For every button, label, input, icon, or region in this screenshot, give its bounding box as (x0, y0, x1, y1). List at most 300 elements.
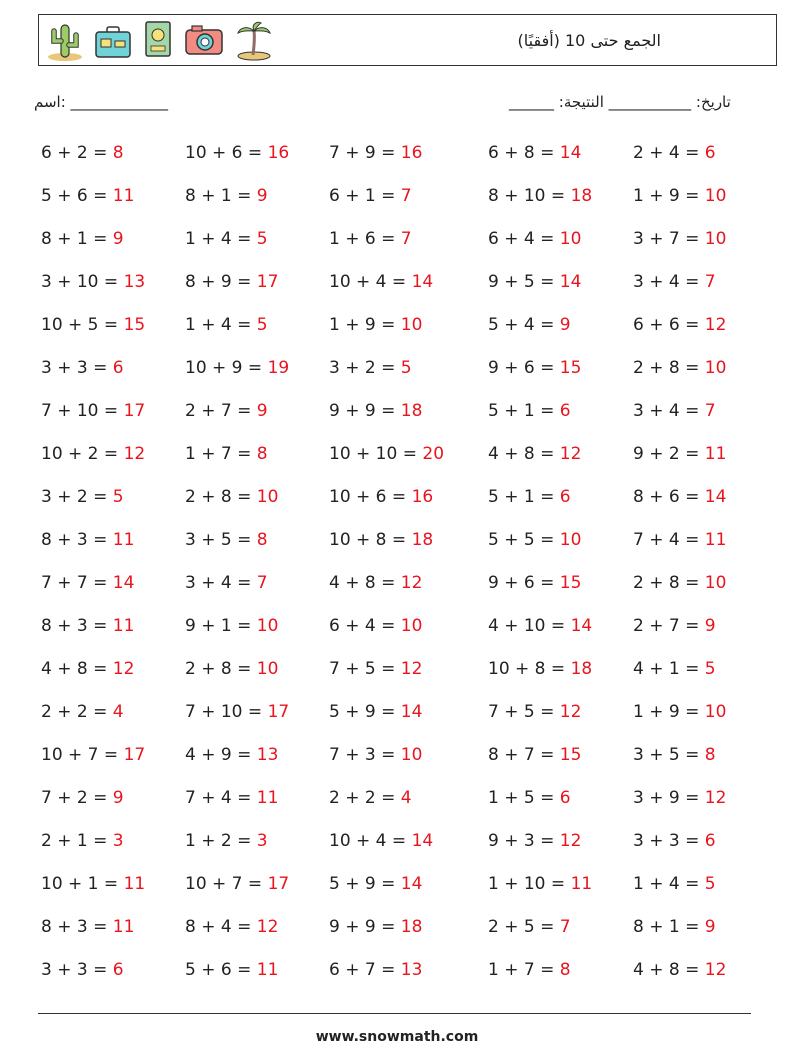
problem-cell (633, 487, 726, 507)
problem-answer: 14 (400, 874, 423, 894)
problem-expression: 10 + 6 = (329, 487, 412, 507)
problem-answer: 6 (112, 960, 124, 980)
problem-cell (185, 358, 289, 378)
problem-answer: 15 (559, 573, 582, 593)
problem-expression: 7 + 9 = (329, 143, 401, 163)
problem-cell (41, 444, 145, 464)
problem-answer: 12 (400, 659, 423, 679)
problem-answer: 6 (704, 143, 716, 163)
problem-cell (41, 530, 134, 550)
problem-expression: 1 + 9 = (329, 315, 401, 335)
problem-cell (329, 745, 422, 765)
problem-answer: 5 (256, 315, 268, 335)
problem-expression: 9 + 6 = (488, 358, 560, 378)
problem-answer: 4 (112, 702, 124, 722)
problem-row (0, 143, 794, 173)
problem-cell (488, 229, 581, 249)
problem-cell (633, 616, 716, 636)
problem-answer: 14 (400, 702, 423, 722)
problem-cell (185, 702, 289, 722)
problem-expression: 10 + 2 = (41, 444, 124, 464)
problem-expression: 2 + 4 = (633, 143, 705, 163)
problem-row (0, 702, 794, 732)
problem-expression: 7 + 5 = (488, 702, 560, 722)
footer-divider (38, 1013, 751, 1014)
problem-row (0, 573, 794, 603)
problem-row (0, 960, 794, 990)
problem-expression: 9 + 5 = (488, 272, 560, 292)
problem-answer: 15 (559, 358, 582, 378)
problem-cell (488, 702, 581, 722)
problem-cell (41, 788, 124, 808)
camera-icon (183, 19, 225, 61)
problem-cell (185, 788, 278, 808)
problem-cell (185, 530, 268, 550)
problem-answer: 12 (112, 659, 135, 679)
problem-cell (488, 874, 592, 894)
problem-answer: 10 (559, 530, 582, 550)
problem-answer: 9 (112, 788, 124, 808)
problem-cell (329, 530, 433, 550)
page-title: الجمع حتى 10 (أفقيًا) (517, 31, 661, 50)
problem-answer: 12 (704, 315, 727, 335)
problem-answer: 12 (704, 788, 727, 808)
problem-row (0, 874, 794, 904)
problem-expression: 7 + 4 = (633, 530, 705, 550)
problem-cell (488, 401, 571, 421)
problem-expression: 8 + 3 = (41, 917, 113, 937)
problem-answer: 7 (256, 573, 268, 593)
problem-expression: 3 + 4 = (185, 573, 257, 593)
problem-answer: 11 (256, 960, 279, 980)
problem-cell (41, 186, 134, 206)
problem-cell (488, 917, 571, 937)
problem-cell (41, 659, 134, 679)
problem-answer: 14 (559, 272, 582, 292)
problem-expression: 10 + 6 = (185, 143, 268, 163)
problem-cell (41, 487, 124, 507)
problem-answer: 9 (704, 917, 716, 937)
problem-cell (185, 444, 268, 464)
problem-cell (329, 143, 422, 163)
problem-answer: 11 (112, 530, 135, 550)
problem-cell (633, 358, 726, 378)
problem-cell (488, 272, 581, 292)
problem-answer: 10 (400, 745, 423, 765)
palm-tree-icon (233, 19, 275, 61)
problem-expression: 10 + 5 = (41, 315, 124, 335)
problem-cell (185, 659, 278, 679)
problem-expression: 5 + 1 = (488, 487, 560, 507)
problem-expression: 3 + 5 = (633, 745, 705, 765)
problem-expression: 6 + 2 = (41, 143, 113, 163)
problem-expression: 5 + 6 = (185, 960, 257, 980)
problem-answer: 20 (422, 444, 445, 464)
problem-answer: 15 (559, 745, 582, 765)
problem-cell (488, 573, 581, 593)
problem-expression: 5 + 5 = (488, 530, 560, 550)
problem-answer: 10 (704, 229, 727, 249)
problem-answer: 10 (559, 229, 582, 249)
problem-expression: 10 + 8 = (329, 530, 412, 550)
problem-expression: 10 + 9 = (185, 358, 268, 378)
problem-answer: 6 (559, 487, 571, 507)
problem-expression: 6 + 8 = (488, 143, 560, 163)
problem-cell (185, 229, 268, 249)
problem-expression: 8 + 3 = (41, 616, 113, 636)
problem-expression: 9 + 6 = (488, 573, 560, 593)
problem-cell (41, 745, 145, 765)
problem-row (0, 272, 794, 302)
problem-expression: 9 + 9 = (329, 401, 401, 421)
problem-answer: 11 (570, 874, 593, 894)
problem-answer: 8 (256, 530, 268, 550)
problem-cell (41, 874, 145, 894)
problem-cell (633, 745, 716, 765)
problem-answer: 10 (256, 616, 279, 636)
problem-expression: 4 + 8 = (329, 573, 401, 593)
problem-answer: 17 (256, 272, 279, 292)
problem-expression: 1 + 4 = (185, 229, 257, 249)
problem-answer: 8 (256, 444, 268, 464)
problem-answer: 9 (559, 315, 571, 335)
passport-icon (141, 19, 175, 61)
problem-answer: 18 (570, 659, 593, 679)
problem-expression: 4 + 8 = (488, 444, 560, 464)
problem-cell (185, 573, 268, 593)
problem-cell (41, 315, 145, 335)
problem-expression: 3 + 10 = (41, 272, 124, 292)
problem-answer: 6 (704, 831, 716, 851)
problem-expression: 3 + 3 = (633, 831, 705, 851)
problem-answer: 12 (256, 917, 279, 937)
problem-answer: 14 (704, 487, 727, 507)
problem-expression: 8 + 1 = (633, 917, 705, 937)
problem-cell (633, 960, 726, 980)
problem-expression: 8 + 1 = (185, 186, 257, 206)
problem-expression: 9 + 2 = (633, 444, 705, 464)
problem-cell (488, 788, 571, 808)
problem-cell (185, 831, 268, 851)
problem-cell (41, 401, 145, 421)
problem-expression: 4 + 9 = (185, 745, 257, 765)
problem-answer: 9 (112, 229, 124, 249)
problem-row (0, 745, 794, 775)
problem-row (0, 659, 794, 689)
problem-cell (488, 530, 581, 550)
problem-expression: 3 + 5 = (185, 530, 257, 550)
problem-answer: 3 (256, 831, 268, 851)
problem-expression: 4 + 8 = (633, 960, 705, 980)
problem-expression: 1 + 9 = (633, 186, 705, 206)
problem-answer: 13 (400, 960, 423, 980)
problem-answer: 7 (704, 401, 716, 421)
problem-cell (329, 573, 422, 593)
problem-answer: 5 (256, 229, 268, 249)
problem-cell (185, 272, 278, 292)
problem-cell (633, 917, 716, 937)
problem-cell (633, 401, 716, 421)
problem-expression: 6 + 1 = (329, 186, 401, 206)
problem-expression: 10 + 8 = (488, 659, 571, 679)
problem-expression: 3 + 3 = (41, 960, 113, 980)
problem-expression: 10 + 1 = (41, 874, 124, 894)
problem-expression: 6 + 7 = (329, 960, 401, 980)
header-icons (45, 19, 275, 61)
problem-cell (41, 917, 134, 937)
problem-answer: 11 (123, 874, 146, 894)
problem-row (0, 487, 794, 517)
problem-cell (633, 272, 716, 292)
problem-answer: 11 (256, 788, 279, 808)
problem-expression: 1 + 10 = (488, 874, 571, 894)
problem-cell (41, 616, 134, 636)
problem-answer: 8 (704, 745, 716, 765)
problem-expression: 5 + 1 = (488, 401, 560, 421)
date-score-field-label: ______ :تاريخ: ___________ النتيجة (509, 93, 731, 111)
problem-expression: 9 + 3 = (488, 831, 560, 851)
problem-answer: 9 (704, 616, 716, 636)
problem-answer: 13 (123, 272, 146, 292)
problem-answer: 9 (256, 186, 268, 206)
problem-expression: 5 + 9 = (329, 702, 401, 722)
problem-expression: 2 + 5 = (488, 917, 560, 937)
problem-expression: 3 + 3 = (41, 358, 113, 378)
problem-cell (41, 573, 134, 593)
problem-cell (633, 874, 716, 894)
problem-answer: 15 (123, 315, 146, 335)
problem-cell (633, 702, 726, 722)
problem-answer: 5 (400, 358, 412, 378)
problem-cell (185, 143, 289, 163)
problem-expression: 6 + 6 = (633, 315, 705, 335)
problem-cell (488, 487, 571, 507)
problem-answer: 10 (704, 702, 727, 722)
problem-expression: 6 + 4 = (488, 229, 560, 249)
problem-cell (633, 229, 726, 249)
problem-cell (41, 702, 124, 722)
problem-cell (329, 831, 433, 851)
problem-answer: 14 (559, 143, 582, 163)
problem-expression: 10 + 7 = (41, 745, 124, 765)
problem-expression: 4 + 10 = (488, 616, 571, 636)
problem-answer: 18 (570, 186, 593, 206)
problem-cell (488, 960, 571, 980)
problem-answer: 12 (559, 444, 582, 464)
problem-expression: 1 + 9 = (633, 702, 705, 722)
problem-expression: 10 + 10 = (329, 444, 423, 464)
problem-expression: 1 + 4 = (185, 315, 257, 335)
problem-cell (185, 616, 278, 636)
problem-answer: 7 (559, 917, 571, 937)
problem-expression: 2 + 8 = (185, 659, 257, 679)
problem-answer: 11 (704, 444, 727, 464)
problem-expression: 7 + 2 = (41, 788, 113, 808)
cactus-icon (45, 19, 85, 61)
problem-expression: 7 + 5 = (329, 659, 401, 679)
problem-expression: 8 + 10 = (488, 186, 571, 206)
problem-expression: 7 + 10 = (41, 401, 124, 421)
problem-answer: 8 (559, 960, 571, 980)
problem-cell (185, 917, 278, 937)
problem-expression: 2 + 7 = (185, 401, 257, 421)
problem-answer: 10 (704, 186, 727, 206)
problem-expression: 5 + 6 = (41, 186, 113, 206)
problem-cell (633, 530, 726, 550)
problem-cell (41, 358, 124, 378)
problem-answer: 17 (123, 745, 146, 765)
problem-cell (488, 186, 592, 206)
problem-expression: 5 + 9 = (329, 874, 401, 894)
problem-cell (185, 315, 268, 335)
problem-expression: 2 + 2 = (329, 788, 401, 808)
problem-answer: 6 (112, 358, 124, 378)
problem-expression: 1 + 2 = (185, 831, 257, 851)
problem-row (0, 186, 794, 216)
problem-answer: 10 (704, 573, 727, 593)
problem-cell (633, 659, 716, 679)
problem-expression: 3 + 2 = (41, 487, 113, 507)
name-field-label: اسم: _____________ (34, 93, 169, 111)
problem-answer: 14 (411, 831, 434, 851)
problem-answer: 14 (411, 272, 434, 292)
problem-expression: 1 + 7 = (488, 960, 560, 980)
problem-answer: 8 (112, 143, 124, 163)
problem-cell (633, 143, 716, 163)
problem-row (0, 401, 794, 431)
problem-row (0, 315, 794, 345)
problem-cell (41, 272, 145, 292)
problem-answer: 13 (256, 745, 279, 765)
problem-cell (185, 401, 268, 421)
problem-cell (488, 315, 571, 335)
problem-answer: 11 (112, 917, 135, 937)
problem-row (0, 444, 794, 474)
problem-answer: 4 (400, 788, 412, 808)
problem-cell (488, 444, 581, 464)
problem-answer: 3 (112, 831, 124, 851)
problem-expression: 3 + 7 = (633, 229, 705, 249)
problem-cell (488, 659, 592, 679)
problem-row (0, 229, 794, 259)
problem-expression: 7 + 3 = (329, 745, 401, 765)
problem-answer: 7 (704, 272, 716, 292)
problem-answer: 10 (256, 487, 279, 507)
problem-answer: 18 (411, 530, 434, 550)
problem-expression: 10 + 4 = (329, 831, 412, 851)
problem-answer: 10 (256, 659, 279, 679)
problem-cell (633, 788, 726, 808)
problem-expression: 1 + 6 = (329, 229, 401, 249)
problem-cell (185, 874, 289, 894)
problem-cell (329, 358, 412, 378)
problem-expression: 2 + 8 = (633, 573, 705, 593)
problem-cell (329, 315, 422, 335)
problem-cell (41, 831, 124, 851)
problem-answer: 16 (267, 143, 290, 163)
problem-expression: 1 + 7 = (185, 444, 257, 464)
problem-expression: 1 + 4 = (633, 874, 705, 894)
problem-answer: 14 (570, 616, 593, 636)
problem-expression: 9 + 9 = (329, 917, 401, 937)
problem-cell (329, 444, 444, 464)
suitcase-icon (93, 19, 133, 61)
problem-expression: 8 + 4 = (185, 917, 257, 937)
problem-expression: 3 + 9 = (633, 788, 705, 808)
problem-answer: 16 (411, 487, 434, 507)
problem-cell (329, 616, 422, 636)
problem-cell (185, 487, 278, 507)
problem-cell (329, 659, 422, 679)
problem-cell (329, 917, 422, 937)
problem-row (0, 917, 794, 947)
problem-answer: 5 (112, 487, 124, 507)
problem-cell (329, 186, 412, 206)
problem-answer: 10 (400, 616, 423, 636)
problem-answer: 18 (400, 917, 423, 937)
problem-answer: 5 (704, 874, 716, 894)
problem-cell (329, 702, 422, 722)
problem-cell (41, 143, 124, 163)
problem-cell (488, 358, 581, 378)
problem-expression: 8 + 9 = (185, 272, 257, 292)
problem-cell (633, 186, 726, 206)
problem-cell (329, 487, 433, 507)
problem-answer: 7 (400, 186, 412, 206)
problem-expression: 10 + 4 = (329, 272, 412, 292)
problem-answer: 12 (559, 831, 582, 851)
problem-expression: 9 + 1 = (185, 616, 257, 636)
problem-answer: 10 (400, 315, 423, 335)
problem-cell (185, 745, 278, 765)
problem-expression: 2 + 2 = (41, 702, 113, 722)
problem-expression: 4 + 8 = (41, 659, 113, 679)
problem-expression: 2 + 1 = (41, 831, 113, 851)
problem-expression: 8 + 6 = (633, 487, 705, 507)
problem-cell (329, 272, 433, 292)
problem-expression: 7 + 10 = (185, 702, 268, 722)
problem-expression: 8 + 7 = (488, 745, 560, 765)
problem-row (0, 358, 794, 388)
problem-answer: 11 (112, 616, 135, 636)
problem-cell (633, 573, 726, 593)
problem-cell (329, 960, 422, 980)
problem-answer: 11 (704, 530, 727, 550)
problem-answer: 16 (400, 143, 423, 163)
footer-url: www.snowmath.com (315, 1029, 479, 1045)
problem-expression: 2 + 8 = (633, 358, 705, 378)
problem-answer: 17 (267, 702, 290, 722)
problem-answer: 5 (704, 659, 716, 679)
problem-expression: 7 + 7 = (41, 573, 113, 593)
problem-expression: 6 + 4 = (329, 616, 401, 636)
problem-row (0, 831, 794, 861)
problem-row (0, 788, 794, 818)
problem-expression: 2 + 7 = (633, 616, 705, 636)
problem-expression: 5 + 4 = (488, 315, 560, 335)
problem-expression: 1 + 5 = (488, 788, 560, 808)
problem-cell (488, 616, 592, 636)
problem-answer: 17 (267, 874, 290, 894)
problem-expression: 7 + 4 = (185, 788, 257, 808)
problem-expression: 3 + 4 = (633, 401, 705, 421)
problem-answer: 14 (112, 573, 135, 593)
problem-answer: 17 (123, 401, 146, 421)
problem-cell (633, 315, 726, 335)
problem-expression: 8 + 3 = (41, 530, 113, 550)
problem-answer: 11 (112, 186, 135, 206)
problem-cell (41, 960, 124, 980)
